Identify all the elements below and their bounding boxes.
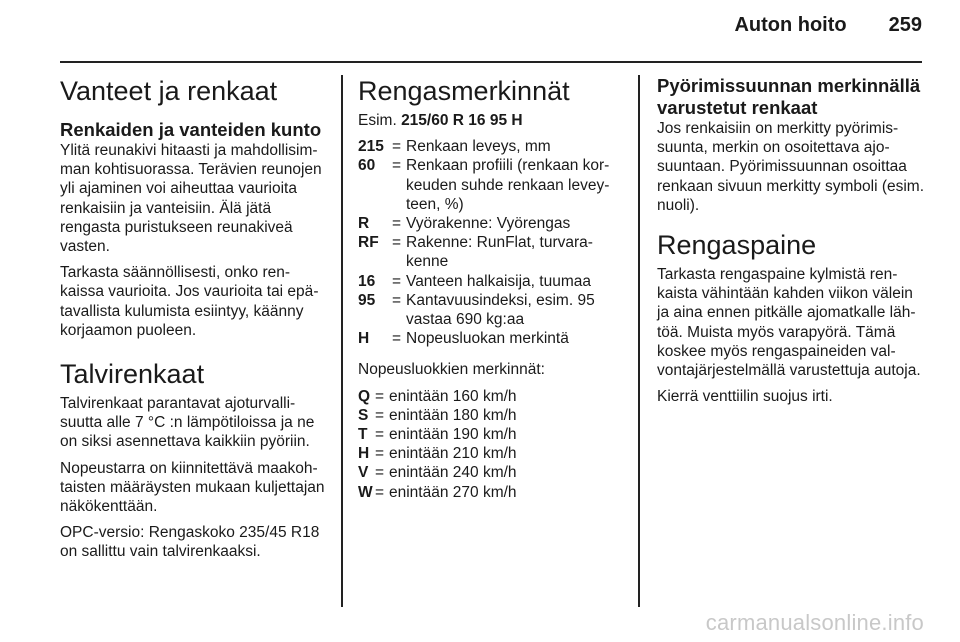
- equals-sign: =: [392, 234, 402, 252]
- paragraph: Talvirenkaat parantavat ajoturvallisuutta alle 7 °C :n lämpötiloissa ja ne on siksi asennettava kaikkiin pyöriin.: [60, 395, 315, 451]
- speed-row: [358, 387, 628, 406]
- page-header: [734, 14, 922, 37]
- speed-row-text: enintään 190 km/h: [389, 426, 517, 444]
- speed-row-key: H: [358, 445, 370, 463]
- speed-row-key: T: [358, 426, 368, 444]
- column-3: [657, 75, 929, 413]
- speed-row-key: S: [358, 406, 369, 424]
- speed-row: [358, 406, 628, 425]
- speed-row-text: enintään 180 km/h: [389, 406, 517, 424]
- speed-row: [358, 425, 628, 444]
- speed-row: [358, 483, 628, 502]
- column-1: [60, 75, 328, 569]
- example-prefix: Esim.: [358, 112, 397, 129]
- definition-row-key: H: [358, 330, 370, 348]
- definition-row-key: RF: [358, 234, 379, 252]
- definition-row: [358, 272, 628, 291]
- definition-row: [358, 214, 628, 233]
- tyre-marking-definitions: [358, 137, 628, 348]
- paragraph: Kierrä venttiilin suojus irti.: [657, 388, 833, 406]
- page-number: 259: [888, 14, 922, 36]
- definition-row-key: 95: [358, 291, 376, 309]
- header-section-title: Auton hoito: [734, 14, 847, 36]
- definition-row-text: Vyörakenne: Vyörengas: [406, 215, 571, 233]
- speed-intro: Nopeusluokkien merkinnät:: [358, 361, 545, 379]
- subheading-kunto: Renkaiden ja vanteiden kunto: [60, 119, 322, 140]
- equals-sign: =: [375, 387, 385, 405]
- paragraph: OPC-versio: Rengaskoko 235/45 R18 on sallittu vain talvirenkaaksi.: [60, 524, 320, 561]
- definition-row: [358, 329, 628, 348]
- section-title-rengasmerkinnat: Rengasmerkinnät: [358, 76, 570, 106]
- definition-row-key: 60: [358, 157, 376, 175]
- equals-sign: =: [392, 272, 402, 290]
- speed-row-text: enintään 270 km/h: [389, 483, 517, 501]
- definition-row-key: 16: [358, 272, 376, 290]
- speed-row-text: enintään 160 km/h: [389, 387, 517, 405]
- watermark: carmanualsonline.info: [705, 610, 924, 635]
- example-value: 215/60 R 16 95 H: [401, 112, 523, 129]
- paragraph: Ylitä reunakivi hitaasti ja mahdollisimman kohtisuorassa. Terävien reunojen yli ajaminen voi aiheuttaa vaurioita renkaisiin ja vanteisiin. Älä jätä rengasta puristukseen reunakiveä vasten.: [60, 142, 322, 256]
- paragraph: Nopeustarra on kiinnitettävä maakohtaisten määräysten mukaan kuljettajan näkökenttään.: [60, 459, 325, 516]
- section-title-talvirenkaat: Talvirenkaat: [60, 359, 205, 390]
- speed-row-key: V: [358, 464, 369, 482]
- column-divider-2: [638, 75, 640, 607]
- example-line: [358, 111, 628, 130]
- speed-row: [358, 444, 628, 463]
- equals-sign: =: [375, 426, 385, 444]
- definition-row-key: 215: [358, 138, 384, 156]
- equals-sign: =: [375, 464, 385, 482]
- equals-sign: =: [375, 406, 385, 424]
- definition-row-key: R: [358, 215, 370, 233]
- definition-row-text: Renkaan leveys, mm: [406, 138, 551, 156]
- subheading-pyorimissuunta: Pyörimissuunnan merkinnällä varustetut renkaat: [657, 75, 921, 118]
- section-title-vanteet: Vanteet ja renkaat: [60, 76, 278, 106]
- definition-row-text: Renkaan profiili (renkaan korkeuden suhde renkaan leveyteen, %): [406, 157, 610, 213]
- definition-row: [358, 291, 628, 329]
- definition-row-text: Rakenne: RunFlat, turvarakenne: [406, 234, 593, 271]
- definition-row-text: Kantavuusindeksi, esim. 95 vastaa 690 kg:aa: [406, 291, 595, 329]
- equals-sign: =: [375, 483, 385, 501]
- equals-sign: =: [392, 291, 402, 309]
- column-2: [358, 75, 628, 502]
- paragraph: Tarkasta rengaspaine kylmistä renkaista vähintään kahden viikon välein ja aina ennen pitkälle ajomatkalle lähtöä. Muista myös varapyörä. Tämä koskee myös rengaspaineiden valvontajärjestelmällä varustettuja autoja.: [657, 266, 921, 380]
- column-divider-1: [341, 75, 343, 607]
- speed-row-key: Q: [358, 387, 371, 405]
- definition-row-text: Vanteen halkaisija, tuumaa: [406, 272, 591, 290]
- speed-row-text: enintään 240 km/h: [389, 464, 517, 482]
- section-title-rengaspaine: Rengaspaine: [657, 230, 817, 261]
- paragraph: Tarkasta säännöllisesti, onko renkaissa vaurioita. Jos vaurioita tai epätavallista kulumista esiintyy, käänny korjaamon puoleen.: [60, 264, 319, 339]
- definition-row: [358, 156, 628, 214]
- equals-sign: =: [392, 157, 402, 175]
- equals-sign: =: [392, 330, 402, 348]
- speed-row: [358, 463, 628, 482]
- equals-sign: =: [392, 138, 402, 156]
- equals-sign: =: [375, 445, 385, 463]
- definition-row: [358, 233, 628, 271]
- definition-row: [358, 137, 628, 156]
- speed-class-list: [358, 387, 628, 502]
- definition-row-text: Nopeusluokan merkintä: [406, 330, 569, 348]
- speed-row-text: enintään 210 km/h: [389, 445, 517, 463]
- equals-sign: =: [392, 215, 402, 233]
- paragraph: Jos renkaisiin on merkitty pyörimissuunta, merkin on osoitettava ajosuuntaan. Pyörimissuunnan osoittaa renkaan sivuun merkitty symboli (esim. nuoli).: [657, 120, 925, 214]
- speed-row-key: W: [358, 483, 373, 501]
- header-rule: [60, 61, 922, 63]
